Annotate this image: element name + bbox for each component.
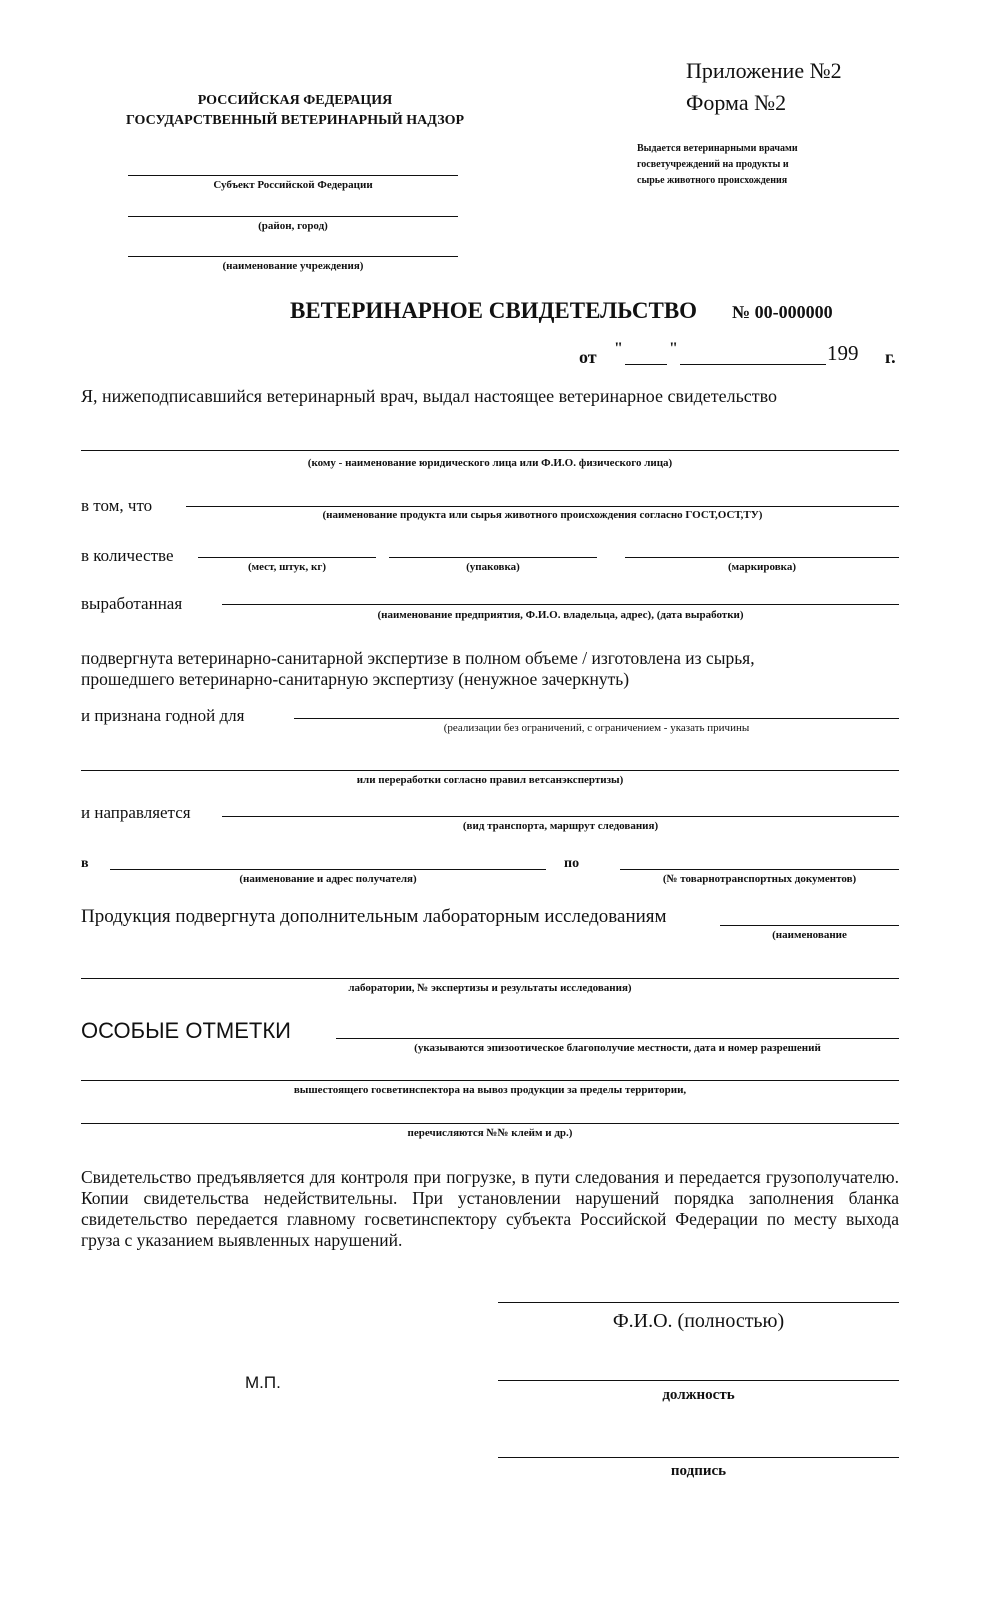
recipient-address-caption: (наименование и адрес получателя) xyxy=(239,873,417,885)
date-prefix: от xyxy=(579,347,597,367)
country-heading: РОССИЙСКАЯ ФЕДЕРАЦИЯ xyxy=(197,93,393,108)
institution-caption: (наименование учреждения) xyxy=(222,260,364,272)
issuance-note-line: Выдается ветеринарными врачами xyxy=(637,143,798,154)
producer-caption: (наименование предприятия, Ф.И.О. владельца, адрес), (дата выработки) xyxy=(377,609,744,621)
position-field-line[interactable] xyxy=(498,1380,899,1381)
lab-text: Продукция подвергнута дополнительным лабораторным исследованиям xyxy=(81,906,667,927)
special-notes-field-line[interactable] xyxy=(336,1038,899,1039)
appendix-label: Приложение №2 xyxy=(686,58,842,83)
issuance-note-line: госветучреждений на продукты и xyxy=(637,159,789,170)
quantity-field-line[interactable] xyxy=(198,557,376,558)
issuance-note xyxy=(637,141,798,189)
produced-label: выработанная xyxy=(81,594,183,613)
in-that-label: в том, что xyxy=(81,496,153,515)
producer-field-line[interactable] xyxy=(222,604,899,605)
package-caption: (упаковка) xyxy=(466,561,520,573)
certificate-number: № 00-000000 xyxy=(732,302,833,322)
documents-caption: (№ товарнотранспортных документов) xyxy=(662,873,857,885)
package-field-line[interactable] xyxy=(389,557,597,558)
lab-results-field-line[interactable] xyxy=(81,978,899,979)
institution-field-line[interactable] xyxy=(128,256,458,257)
footer-paragraph: Свидетельство предъявляется для контроля при погрузке, в пути следования и передается грузополучателю. Копии свидетельства недействительны. При установлении нарушений порядка заполнения бланка свидетельство передается главному госветинспектору субъекта Российской Федерации по месту выхода груза с указанием выявленных нарушений. xyxy=(81,1167,899,1250)
recipient-field-line[interactable] xyxy=(81,450,899,451)
expertise-line: подвергнута ветеринарно-санитарной экспертизе в полном объеме / изготовлена из сырья, xyxy=(81,648,755,668)
fio-field-line[interactable] xyxy=(498,1302,899,1303)
date-year: 199 xyxy=(827,341,859,365)
suitable-caption: (реализации без ограничений, с ограничением - указать причины xyxy=(443,722,750,734)
lab-field-line[interactable] xyxy=(720,925,899,926)
quantity-caption: (мест, штук, кг) xyxy=(247,561,326,573)
district-caption: (район, город) xyxy=(258,220,328,232)
suitable-label: и признана годной для xyxy=(81,706,245,725)
documents-field-line[interactable] xyxy=(620,869,899,870)
date-year-suffix: г. xyxy=(885,347,896,367)
date-quote-close: " xyxy=(669,340,678,357)
position-caption: должность xyxy=(662,1387,735,1403)
issuance-note-line: сырье животного происхождения xyxy=(637,175,788,186)
stamp-label: М.П. xyxy=(245,1373,281,1392)
subject-field-line[interactable] xyxy=(128,175,458,176)
date-month-line[interactable] xyxy=(680,364,826,365)
product-field-line[interactable] xyxy=(186,506,899,507)
special-notes-line-3[interactable] xyxy=(81,1123,899,1124)
by-label: по xyxy=(564,856,580,871)
agency-heading: ГОСУДАРСТВЕННЫЙ ВЕТЕРИНАРНЫЙ НАДЗОР xyxy=(125,113,465,128)
special-notes-line-2[interactable] xyxy=(81,1080,899,1081)
transport-caption: (вид транспорта, маршрут следования) xyxy=(462,820,659,832)
processing-field-line[interactable] xyxy=(81,770,899,771)
fio-caption: Ф.И.О. (полностью) xyxy=(612,1310,785,1332)
special-notes-caption-3: перечисляются №№ клейм и др.) xyxy=(407,1127,573,1139)
signature-caption: подпись xyxy=(670,1463,727,1479)
suitable-field-line[interactable] xyxy=(294,718,899,719)
to-label: в xyxy=(81,856,89,871)
recipient-address-line[interactable] xyxy=(110,869,546,870)
product-caption: (наименование продукта или сырья животного происхождения согласно ГОСТ,ОСТ,ТУ) xyxy=(322,509,763,521)
form-label: Форма №2 xyxy=(686,90,787,115)
district-field-line[interactable] xyxy=(128,216,458,217)
marking-field-line[interactable] xyxy=(625,557,899,558)
special-notes-caption-2: вышестоящего госветинспектора на вывоз продукции за пределы территории, xyxy=(293,1084,687,1096)
certificate-title: ВЕТЕРИНАРНОЕ СВИДЕТЕЛЬСТВО xyxy=(290,298,698,323)
lab-results-caption: лаборатории, № экспертизы и результаты исследования) xyxy=(348,982,632,994)
recipient-caption: (кому - наименование юридического лица или Ф.И.О. физического лица) xyxy=(307,457,673,469)
special-notes-label: ОСОБЫЕ ОТМЕТКИ xyxy=(81,1018,291,1043)
quantity-label: в количестве xyxy=(81,546,174,565)
expertise-line: прошедшего ветеринарно-санитарную экспертизу (ненужное зачеркнуть) xyxy=(81,669,630,689)
special-notes-caption: (указываются эпизоотическое благополучие местности, дата и номер разрешений xyxy=(414,1042,821,1054)
processing-caption: или переработки согласно правил ветсанэкспертизы) xyxy=(356,774,624,786)
signature-field-line[interactable] xyxy=(498,1457,899,1458)
lab-caption: (наименование xyxy=(772,929,847,941)
subject-caption: Субъект Российской Федерации xyxy=(213,179,373,191)
transport-field-line[interactable] xyxy=(222,816,899,817)
intro-text: Я, нижеподписавшийся ветеринарный врач, выдал настоящее ветеринарное свидетельство xyxy=(81,386,778,406)
sent-label: и направляется xyxy=(81,803,191,822)
marking-caption: (маркировка) xyxy=(728,561,796,573)
date-day-line[interactable] xyxy=(625,364,667,365)
date-quote-open: " xyxy=(614,340,623,357)
